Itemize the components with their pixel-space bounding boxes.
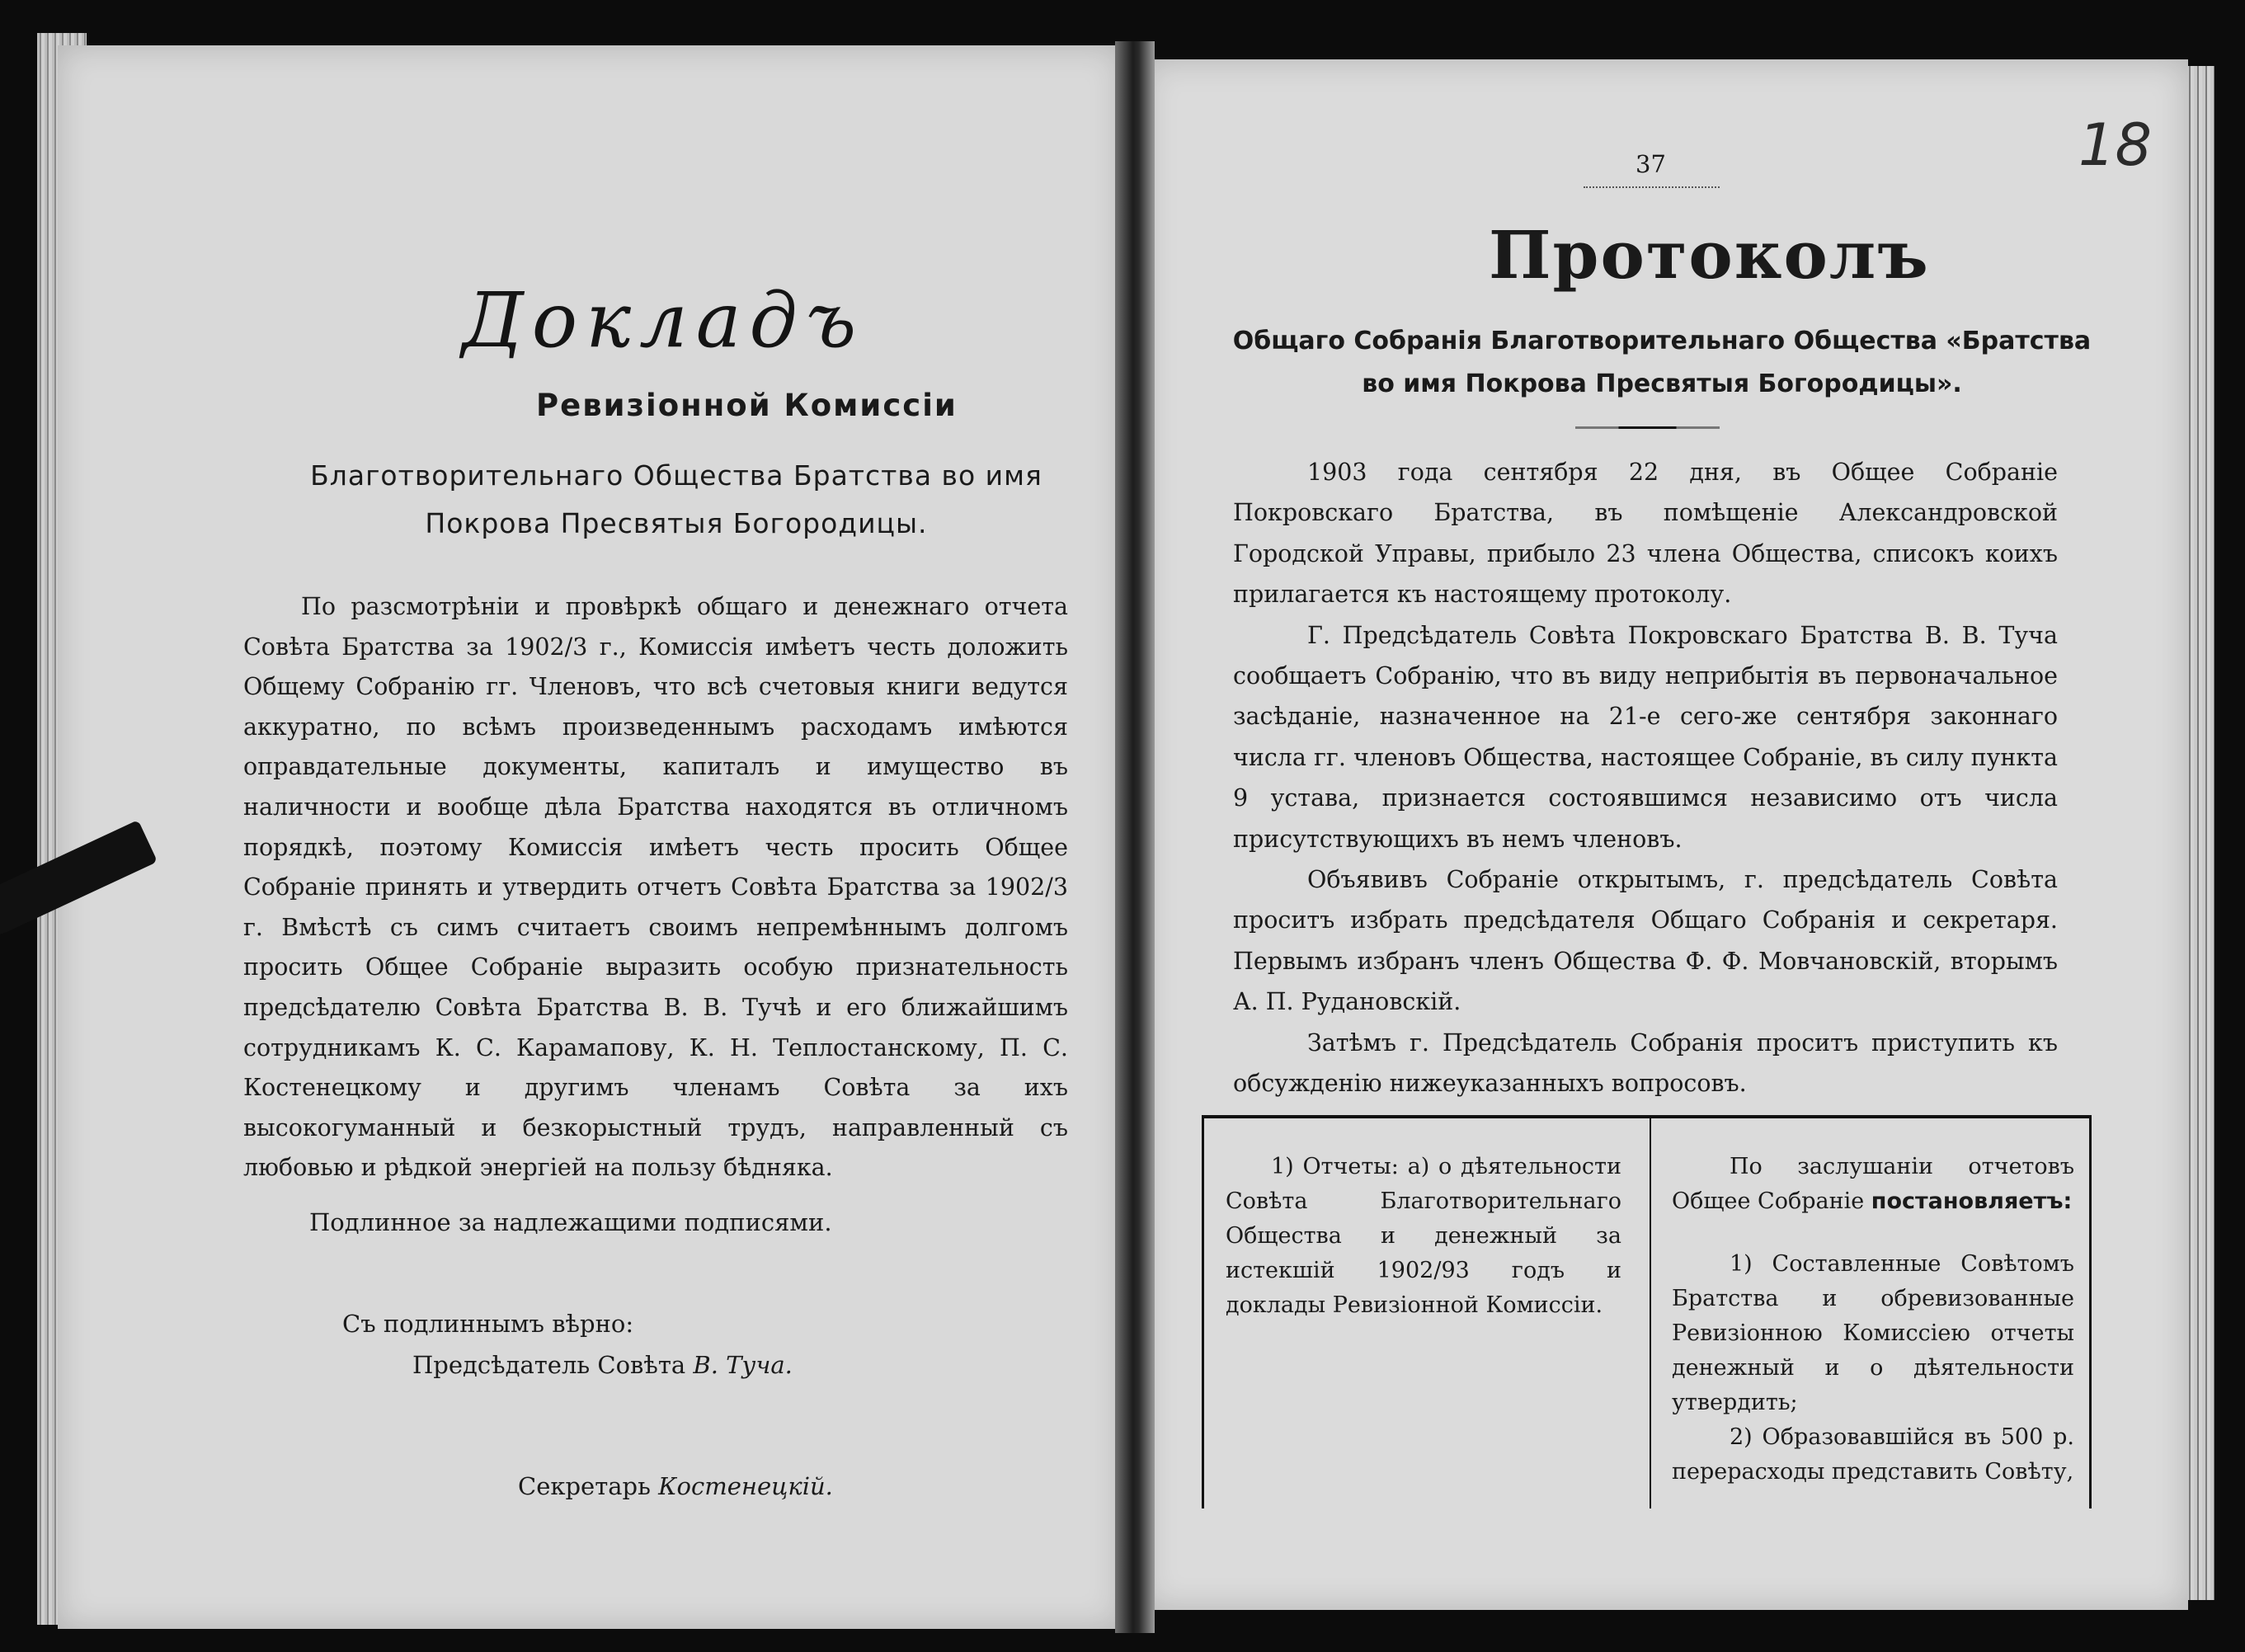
- protocol-paragraph: Затѣмъ г. Предсѣдатель Собранія проситъ приступить къ обсужденію нижеуказанныхъ вопросовъ.: [1233, 1028, 2058, 1098]
- secretary-label: Секретарь: [518, 1472, 651, 1500]
- resolutions-table: [1202, 1115, 2092, 1508]
- certified-line: Съ подлиннымъ вѣрно:: [342, 1310, 634, 1338]
- secretary-line: [518, 1472, 833, 1500]
- resolution-intro-text: По заслушаніи отчетовъ Общее Собраніе: [1672, 1154, 2074, 1214]
- protocol-paragraph: 1903 года сентября 22 дня, въ Общее Собраніе Покровскаго Братства, въ помѣщеніе Александровской Городской Управы, прибыло 23 члена Общества, списокъ коихъ прилагается къ настоящему протоколу.: [1233, 459, 2058, 609]
- book-gutter: [1115, 41, 1155, 1633]
- section-divider: [1575, 426, 1720, 429]
- report-subtitle-society: Благотворительнаго Общества Братства во имя Покрова Пресвятыя Богородицы.: [310, 459, 1042, 539]
- secretary-signature: Костенецкій.: [658, 1472, 833, 1500]
- chairman-label: Предсѣдатель Совѣта: [412, 1351, 686, 1379]
- protocol-title: Протоколъ: [1489, 216, 1930, 294]
- chairman-line: [342, 1344, 793, 1386]
- table-column-divider: [1650, 1118, 1651, 1508]
- table-cell-resolution: [1672, 1150, 2074, 1490]
- certification-block: [342, 1303, 793, 1386]
- report-subtitle-commission: Ревизіонной Комиссіи: [536, 388, 958, 423]
- protocol-paragraph: Г. Предсѣдатель Совѣта Покровскаго Братства В. В. Туча сообщаетъ Собранію, что въ виду неприбытія въ первоначальное засѣданіе, назначенное на 21-е сего-же сентября законнаго числа гг. членовъ Общества, настоящее Собраніе, въ силу пункта 9 устава, признается состоявшимся независимо отъ числа присутствующихъ въ немъ членовъ.: [1233, 621, 2058, 853]
- original-note: Подлинное за надлежащими подписями.: [309, 1208, 832, 1236]
- handwritten-folio-number: 18: [2078, 111, 2153, 179]
- resolution-intro: [1672, 1150, 2074, 1219]
- resolution-item: 2) Образовавшійся въ 500 р. перерасходы представить Совѣту,: [1672, 1424, 2074, 1485]
- protocol-paragraph: Объявивъ Собраніе открытымъ, г. предсѣдатель Совѣта проситъ избрать предсѣдателя Общаго Собранія и секретаря. Первымъ избранъ членъ Общества Ф. Ф. Мовчановскій, вторымъ А. П. Рудановскій.: [1233, 866, 2058, 1016]
- page-number: 37: [1636, 150, 1666, 178]
- protocol-subtitle: Общаго Собранія Благотворительнаго Общества «Братства во имя Покрова Пресвятыя Богородицы».: [1232, 327, 2092, 398]
- protocol-body: [1233, 452, 2058, 1104]
- report-body: По разсмотрѣніи и провѣркѣ общаго и денежнаго отчета Совѣта Братства за 1902/3 г., Комиссія имѣетъ честь доложить Общему Собранію гг. Членовъ, что всѣ счетовыя книги ведутся аккуратно, по всѣмъ произведеннымъ расходамъ имѣются оправдательные документы, капиталъ и имущество въ наличности и вообще дѣла Братства находятся въ отличномъ порядкѣ, поэтому Комиссія имѣетъ честь просить Общее Собраніе принять и утвердить отчетъ Совѣта Братства за 1902/3 г. Вмѣстѣ съ симъ считаетъ своимъ непремѣннымъ долгомъ просить Общее Собраніе выразить особую признательность предсѣдателю Совѣта Братства В. В. Тучѣ и его ближайшимъ сотрудникамъ К. С. Карамапову, К. Н. Теплостанскому, П. С. Костенецкому и другимъ членамъ Совѣта за ихъ высокогуманный и безкорыстный трудъ, направленный съ любовью и рѣдкой энергіей на пользу бѣдняка.: [243, 593, 1068, 1182]
- resolution-keyword: постановляетъ:: [1871, 1188, 2073, 1214]
- report-title: Докладъ: [462, 276, 865, 365]
- chairman-signature: В. Туча.: [693, 1351, 793, 1379]
- resolution-item: 1) Составленные Совѣтомъ Братства и обревизованные Ревизіонною Комиссіею отчеты денежный и о дѣятельности утвердить;: [1672, 1251, 2074, 1415]
- page-number-rule: [1584, 186, 1720, 188]
- table-cell-question: 1) Отчеты: а) о дѣятельности Совѣта Благотворительнаго Общества и денежный за истекшій 1902/93 годъ и доклады Ревизіонной Комиссіи.: [1226, 1154, 1621, 1318]
